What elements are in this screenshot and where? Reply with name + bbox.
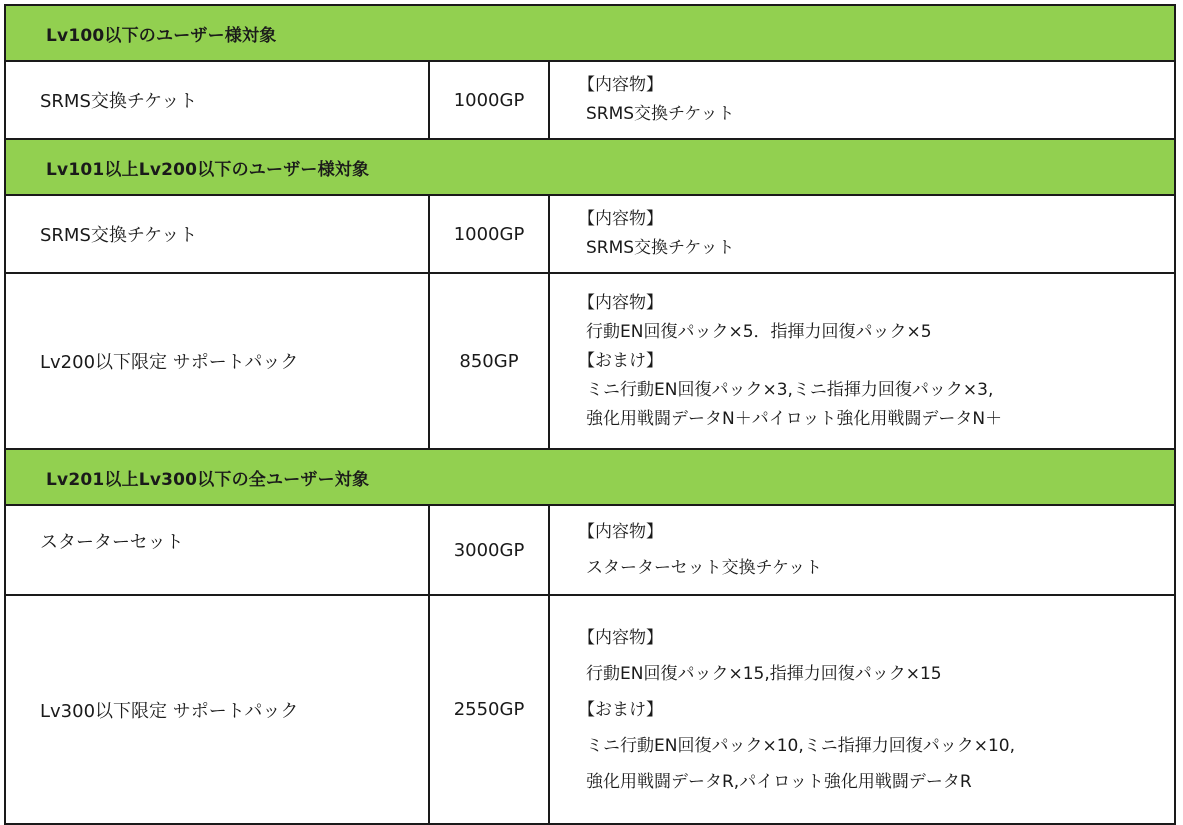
section-header-lv201-300: Lv201以上Lv300以下の全ユーザー対象 [5, 449, 1175, 505]
contents-line: 行動EN回復パック×15,指揮力回復パック×15 [586, 663, 942, 684]
contents-line: 強化用戦闘データN＋パイロット強化用戦闘データN＋ [586, 408, 1003, 429]
contents-line: SRMS交換チケット [586, 238, 735, 258]
gp-offer-table [4, 4, 1176, 825]
table-row [5, 505, 1175, 595]
contents-line: SRMS交換チケット [586, 104, 735, 124]
item-name: スターターセット [5, 505, 429, 595]
item-name: SRMS交換チケット [5, 195, 429, 273]
contents-line: ミニ行動EN回復パック×3,ミニ指揮力回復パック×3, [586, 379, 994, 400]
contents-line: ミニ行動EN回復パック×10,ミニ指揮力回復パック×10, [586, 735, 1016, 756]
item-contents [549, 61, 1175, 139]
contents-line: 【おまけ】 [578, 350, 663, 371]
contents-line: 【内容物】 [578, 292, 663, 313]
item-name: SRMS交換チケット [5, 61, 429, 139]
item-name: Lv300以下限定 サポートパック [5, 595, 429, 824]
contents-line: 行動EN回復パック×5．指揮力回復パック×5 [586, 321, 932, 342]
item-contents [549, 595, 1175, 824]
table-row [5, 273, 1175, 449]
item-price: 3000GP [429, 505, 549, 595]
item-contents [549, 273, 1175, 449]
table-row [5, 595, 1175, 824]
contents-line: 【内容物】 [578, 522, 663, 542]
item-contents [549, 505, 1175, 595]
section-header-lv100: Lv100以下のユーザー様対象 [5, 5, 1175, 61]
contents-line: 強化用戦闘データR,パイロット強化用戦闘データR [586, 771, 972, 792]
item-price: 850GP [429, 273, 549, 449]
item-price: 2550GP [429, 595, 549, 824]
table-row [5, 61, 1175, 139]
item-contents [549, 195, 1175, 273]
item-price: 1000GP [429, 195, 549, 273]
section-header-lv101-200: Lv101以上Lv200以下のユーザー様対象 [5, 139, 1175, 195]
contents-line: スターターセット交換チケット [586, 558, 823, 578]
item-name: Lv200以下限定 サポートパック [5, 273, 429, 449]
contents-line: 【内容物】 [578, 627, 663, 648]
table-row [5, 195, 1175, 273]
contents-line: 【内容物】 [578, 75, 663, 95]
contents-line: 【内容物】 [578, 209, 663, 229]
item-price: 1000GP [429, 61, 549, 139]
contents-line: 【おまけ】 [578, 699, 663, 720]
